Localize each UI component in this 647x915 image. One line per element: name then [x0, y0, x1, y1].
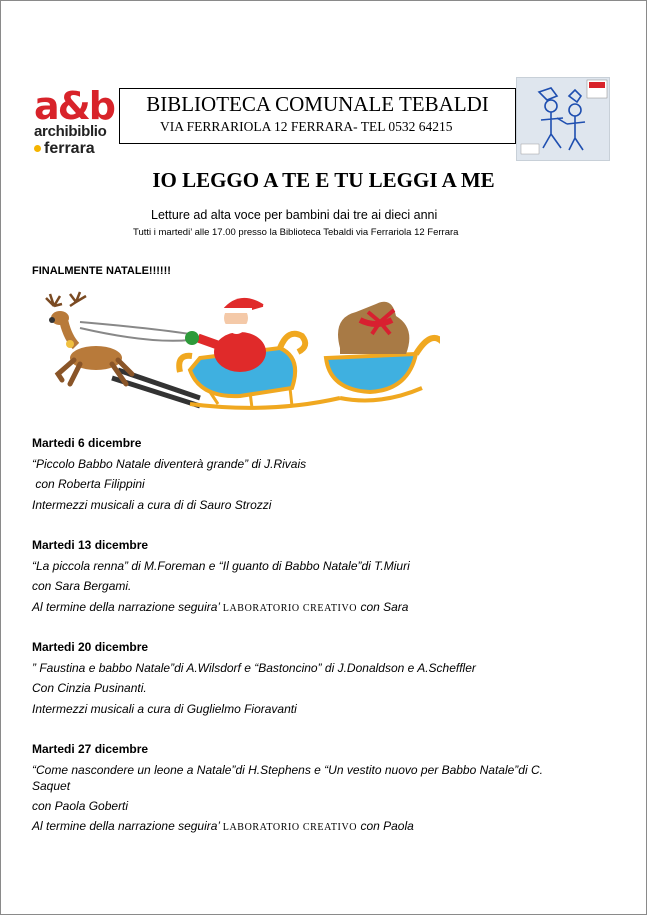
logo-dot-icon	[34, 145, 41, 152]
event-extra-post: con Paola	[357, 819, 414, 833]
event-extra	[32, 816, 543, 839]
event-extra-post: con Sara	[357, 599, 409, 614]
sack-sleigh-icon	[326, 302, 440, 401]
event-extra: Intermezzi musicali a cura di Guglielmo Fioravanti	[32, 701, 297, 716]
library-header	[119, 88, 516, 144]
event-3	[32, 637, 476, 719]
event-extra-pre: Al termine della narrazione seguira’	[32, 819, 223, 833]
reindeer-icon	[46, 292, 132, 384]
event-book: ” Faustina e babbo Natale”di A.Wilsdorf e “Bastoncino” di J.Donaldson e A.Scheffler	[32, 660, 476, 675]
library-address: VIA FERRARIOLA 12 FERRARA- TEL 0532 64215	[160, 119, 453, 134]
archibiblio-logo	[34, 84, 114, 157]
event-date: Martedi 27 dicembre	[32, 742, 149, 756]
logo-line1: archibiblio	[34, 123, 107, 140]
event-1	[32, 433, 306, 515]
event-book-cont: Saquet	[32, 778, 71, 793]
logo-ab-text: a&b	[34, 84, 114, 128]
event-extra-pre: Al termine della narrazione seguira’	[32, 599, 223, 614]
event-4	[32, 739, 543, 839]
event-date: Martedi 13 dicembre	[32, 538, 149, 552]
event-book: “La piccola renna” di M.Foreman e “Il guanto di Babbo Natale”di T.Miuri	[32, 558, 410, 573]
event-2	[32, 535, 410, 619]
event-book: “Piccolo Babbo Natale diventerà grande” di J.Rivais	[32, 456, 307, 471]
logo-line2-text: ferrara	[44, 140, 95, 157]
event-extra-caps: LABORATORIO CREATIVO	[222, 822, 358, 833]
section-heading: FINALMENTE NATALE!!!!!!	[32, 265, 171, 277]
santa-sleigh-illustration	[40, 288, 440, 416]
event-reader: con Roberta Filippini	[32, 477, 145, 491]
event-extra-caps: LABORATORIO CREATIVO	[222, 602, 358, 614]
schedule-note: Tutti i martedi’ alle 17.00 presso la Biblioteca Tebaldi via Ferrariola 12 Ferrara	[133, 227, 459, 238]
event-reader: con Paola Goberti	[32, 798, 129, 813]
event-extra: Intermezzi musicali a cura di di Sauro Strozzi	[32, 497, 272, 512]
event-date: Martedi 6 dicembre	[32, 436, 142, 450]
event-book: “Come nascondere un leone a Natale”di H.Stephens e “Un vestito nuovo per Babbo Natale”di C.	[32, 762, 543, 777]
page-title: IO LEGGO A TE E TU LEGGI A ME	[152, 168, 495, 192]
event-reader: Con Cinzia Pusinanti.	[32, 681, 147, 695]
children-section-drawing	[516, 77, 610, 161]
library-name: BIBLIOTECA COMUNALE TEBALDI	[146, 92, 489, 116]
child-drawing-icon	[517, 78, 609, 160]
event-extra	[32, 597, 410, 620]
subtitle: Letture ad alta voce per bambini dai tre ai dieci anni	[151, 208, 438, 222]
event-reader: con Sara Bergami.	[32, 579, 132, 593]
logo-line2	[34, 140, 114, 157]
event-date: Martedi 20 dicembre	[32, 640, 149, 654]
